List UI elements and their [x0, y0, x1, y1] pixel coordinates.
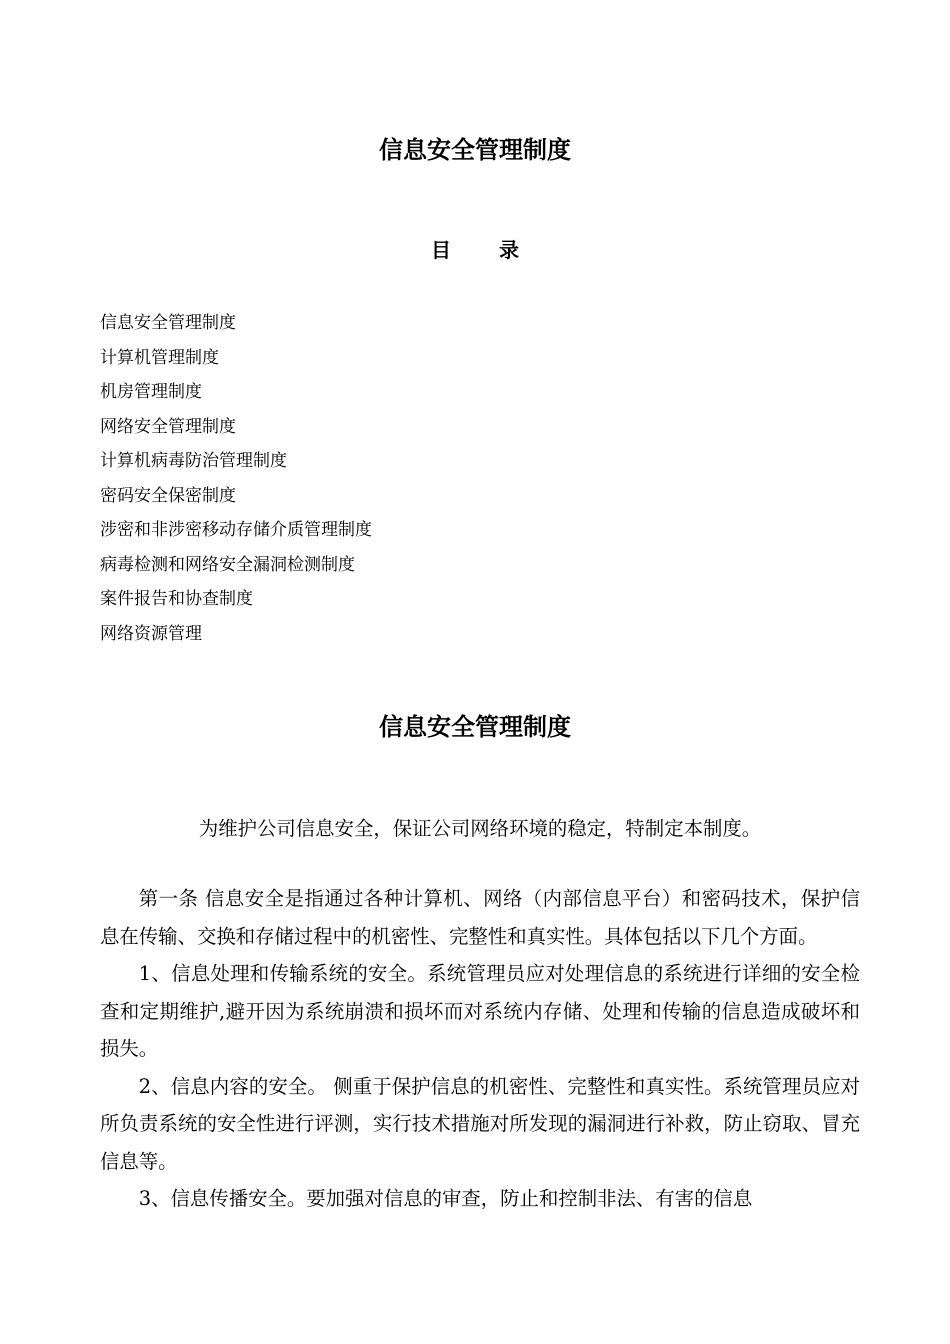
intro-paragraph: 为维护公司信息安全，保证公司网络环境的稳定，特制定本制度。	[198, 817, 762, 840]
toc-item[interactable]: 机房管理制度	[100, 382, 202, 402]
paragraph-item-1: 1、信息处理和传输系统的安全。系统管理员应对处理信息的系统进行详细的安全检查和定期维护,避开因为系统崩溃和损坏而对系统内存储、处理和传输的信息造成破坏和损失。	[100, 962, 860, 1060]
toc-item[interactable]: 计算机病毒防治管理制度	[100, 451, 287, 471]
toc-item[interactable]: 计算机管理制度	[100, 347, 219, 368]
toc-heading	[0, 236, 950, 264]
body-text	[100, 880, 860, 1218]
toc-item[interactable]: 网络安全管理制度	[100, 416, 236, 437]
toc-item[interactable]: 网络资源管理	[100, 623, 202, 644]
toc-item[interactable]: 病毒检测和网络安全漏洞检测制度	[100, 554, 355, 575]
section-title: 信息安全管理制度	[379, 713, 571, 741]
toc-heading-right: 录	[499, 238, 519, 262]
paragraph-article-1: 第一条 信息安全是指通过各种计算机、网络（内部信息平台）和密码技术，保护信息在传输、交换和存储过程中的机密性、完整性和真实性。具体包括以下几个方面。	[100, 887, 860, 948]
document-title: 信息安全管理制度	[379, 136, 571, 164]
toc-item[interactable]: 信息安全管理制度	[100, 313, 236, 333]
toc-item[interactable]: 涉密和非涉密移动存储介质管理制度	[100, 520, 372, 540]
toc-heading-left: 目	[431, 238, 451, 262]
toc-item[interactable]: 案件报告和协查制度	[100, 589, 253, 609]
paragraph-item-2: 2、信息内容的安全。 侧重于保护信息的机密性、完整性和真实性。系统管理员应对所负责系统的安全性进行评测，实行技术措施对所发现的漏洞进行补救，防止窃取、冒充信息等。	[100, 1074, 860, 1173]
toc-item[interactable]: 密码安全保密制度	[100, 485, 236, 506]
paragraph-item-3: 3、信息传播安全。要加强对信息的审查，防止和控制非法、有害的信息	[138, 1187, 753, 1210]
table-of-contents	[100, 306, 372, 651]
